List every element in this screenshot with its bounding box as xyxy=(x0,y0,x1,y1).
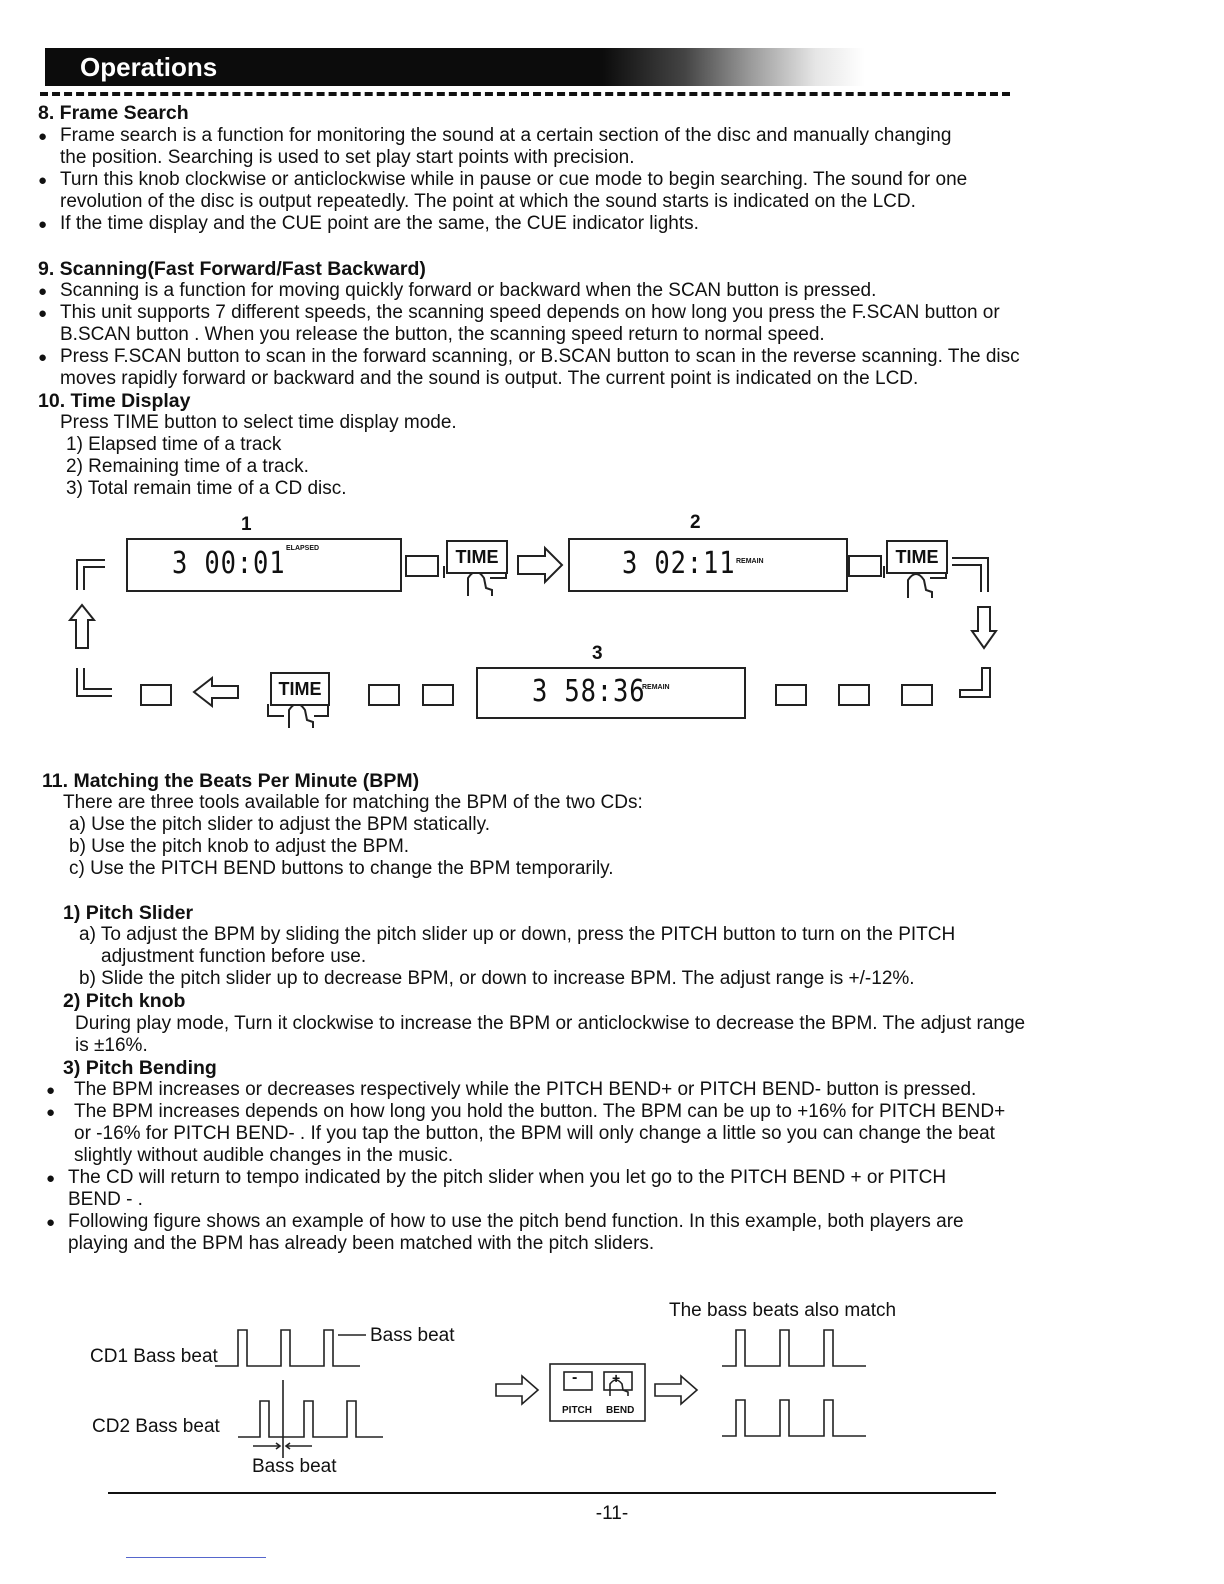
lcd-2-digits: 3 02:11 xyxy=(622,546,736,581)
pitch-knob-text-cont: is ±16%. xyxy=(75,1035,148,1056)
hand-icon xyxy=(908,574,932,598)
sec8-bullet-2: ● Turn this knob clockwise or anticlockwise while in pause or cue mode to begin searching. The sound for one xyxy=(38,169,968,190)
page-number: -11- xyxy=(595,1503,629,1524)
section-8-title: 8. Frame Search xyxy=(38,102,189,124)
matched-pulse-bottom xyxy=(722,1400,866,1436)
section-10-title: 10. Time Display xyxy=(38,390,191,412)
sec10-intro: Press TIME button to select time display mode. xyxy=(60,412,457,433)
sec9-bullet-2: ● This unit supports 7 different speeds, the scanning speed depends on how long you press the F.SCAN button or xyxy=(38,302,1000,323)
time-display-diagram xyxy=(0,0,1224,760)
diagram-step-2: 2 xyxy=(690,512,701,533)
footer-divider xyxy=(108,1492,996,1494)
hand-icon xyxy=(289,704,313,728)
time-button: TIME xyxy=(886,540,948,574)
cd1-bass-beat-label: CD1 Bass beat xyxy=(90,1346,218,1367)
sec10-item-3: 3) Total remain time of a CD disc. xyxy=(66,478,347,499)
pitch-slider-title: 1) Pitch Slider xyxy=(63,902,194,924)
sec11-intro: There are three tools available for matching the BPM of the two CDs: xyxy=(63,792,643,813)
bend-label: BEND xyxy=(606,1405,635,1416)
flow-corner-bottom-left xyxy=(77,668,112,696)
pitch-bending-bullet-3: ● The CD will return to tempo indicated by the pitch slider when you let go to the PITCH BEND + or PITCH xyxy=(46,1167,947,1188)
sec10-item-2: 2) Remaining time of a track. xyxy=(66,456,309,477)
sec11-item-b: b) Use the pitch knob to adjust the BPM. xyxy=(69,836,410,857)
pitch-bend-minus-label: - xyxy=(572,1369,578,1386)
pitch-bending-bullet-2-cont: or -16% for PITCH BEND- . If you tap the button, the BPM will only change a little so you can change the beat xyxy=(74,1123,995,1144)
hand-icon xyxy=(468,572,492,596)
bass-beat-label: Bass beat xyxy=(370,1325,455,1346)
square-button xyxy=(405,555,439,577)
square-button xyxy=(848,555,882,577)
time-button: TIME xyxy=(446,540,508,574)
right-arrow-icon xyxy=(496,1376,538,1404)
square-button xyxy=(838,684,870,706)
sec11-item-a: a) Use the pitch slider to adjust the BPM statically. xyxy=(69,814,490,835)
square-button xyxy=(422,684,454,706)
sec8-bullet-1-cont: the position. Searching is used to set play start points with precision. xyxy=(60,147,635,168)
pitch-knob-text: During play mode, Turn it clockwise to increase the BPM or anticlockwise to decrease the BPM. The adjust range xyxy=(75,1013,1026,1034)
pitch-bending-bullet-2-cont2: slightly without audible changes in the music. xyxy=(74,1145,454,1166)
sec9-bullet-3: ● Press F.SCAN button to scan in the forward scanning, or B.SCAN button to scan in the reverse scanning. The disc xyxy=(38,346,1020,367)
sec9-bullet-1: ● Scanning is a function for moving quickly forward or backward when the SCAN button is pressed. xyxy=(38,280,877,301)
sec8-bullet-2-cont: revolution of the disc is output repeatedly. The point at which the sound starts is indicated on the LCD. xyxy=(60,191,916,212)
time-button: TIME xyxy=(270,672,330,706)
footer-rule xyxy=(126,1557,266,1558)
sec9-bullet-2-cont: B.SCAN button . When you release the button, the scanning speed return to normal speed. xyxy=(60,324,825,345)
pitch-bending-bullet-2: ● The BPM increases depends on how long you hold the button. The BPM can be up to +16% for PITCH BEND+ xyxy=(46,1101,1006,1122)
pitch-bending-bullet-3-cont: BEND - . xyxy=(68,1189,143,1210)
sec8-bullet-3: ● If the time display and the CUE point are the same, the CUE indicator lights. xyxy=(38,213,699,234)
cd2-pulse-train xyxy=(238,1401,383,1437)
lcd-1-indicator: ELAPSED xyxy=(286,545,320,552)
matched-pulse-top xyxy=(722,1330,866,1366)
lcd-1-digits: 3 00:01 xyxy=(172,546,286,581)
sec11-item-c: c) Use the PITCH BEND buttons to change the BPM temporarily. xyxy=(69,858,614,879)
lcd-2-indicator: REMAIN xyxy=(736,558,764,565)
sec8-bullet-1: ● Frame search is a function for monitoring the sound at a certain section of the disc and manually changing xyxy=(38,125,952,146)
pitch-bending-bullet-4: ● Following figure shows an example of how to use the pitch bend function. In this example, both players are xyxy=(46,1211,964,1232)
page-title: Operations xyxy=(80,52,218,82)
flow-corner-top-right xyxy=(952,558,988,592)
pitch-bending-bullet-4-cont: playing and the BPM has already been matched with the pitch sliders. xyxy=(68,1233,655,1254)
sec9-bullet-3-cont: moves rapidly forward or backward and the sound is output. The current point is indicated on the LCD. xyxy=(60,368,919,389)
pitch-bend-plus-label: + xyxy=(612,1370,621,1386)
diagram-step-3: 3 xyxy=(592,643,603,664)
square-button xyxy=(140,684,172,706)
right-arrow-icon xyxy=(655,1376,697,1404)
pitch-bending-title: 3) Pitch Bending xyxy=(63,1057,217,1079)
pitch-bending-bullet-1: ● The BPM increases or decreases respectively while the PITCH BEND+ or PITCH BEND- button is pressed. xyxy=(46,1079,977,1100)
lcd-3-indicator: REMAIN xyxy=(642,684,670,691)
flow-corner-bottom-right xyxy=(960,668,990,697)
beats-match-label: The bass beats also match xyxy=(669,1300,897,1321)
pitch-bend-minus-button xyxy=(564,1372,592,1390)
diagram-step-1: 1 xyxy=(241,514,252,535)
cd2-bass-beat-label: CD2 Bass beat xyxy=(92,1416,220,1437)
right-arrow-icon xyxy=(518,548,562,582)
section-11-title: 11. Matching the Beats Per Minute (BPM) xyxy=(42,770,420,792)
left-arrow-icon xyxy=(194,678,238,706)
lcd-3-digits: 3 58:36 xyxy=(532,674,646,709)
square-button xyxy=(775,684,807,706)
flow-corner-top-left xyxy=(77,560,105,590)
pitch-knob-title: 2) Pitch knob xyxy=(63,990,186,1012)
section-9-title: 9. Scanning(Fast Forward/Fast Backward) xyxy=(38,258,426,280)
down-arrow-icon xyxy=(972,607,996,648)
pitch-label: PITCH xyxy=(562,1405,592,1416)
up-arrow-icon xyxy=(70,605,94,648)
pitch-slider-a: a) To adjust the BPM by sliding the pitch slider up or down, press the PITCH button to turn on the PITCH xyxy=(79,924,956,945)
pitch-slider-b: b) Slide the pitch slider up to decrease BPM, or down to increase BPM. The adjust range is +/-12%. xyxy=(79,968,915,989)
bass-beat-label-bottom: Bass beat xyxy=(252,1456,337,1477)
square-button xyxy=(368,684,400,706)
pitch-slider-a-cont: adjustment function before use. xyxy=(101,946,367,967)
square-button xyxy=(901,684,933,706)
sec10-item-1: 1) Elapsed time of a track xyxy=(66,434,282,455)
